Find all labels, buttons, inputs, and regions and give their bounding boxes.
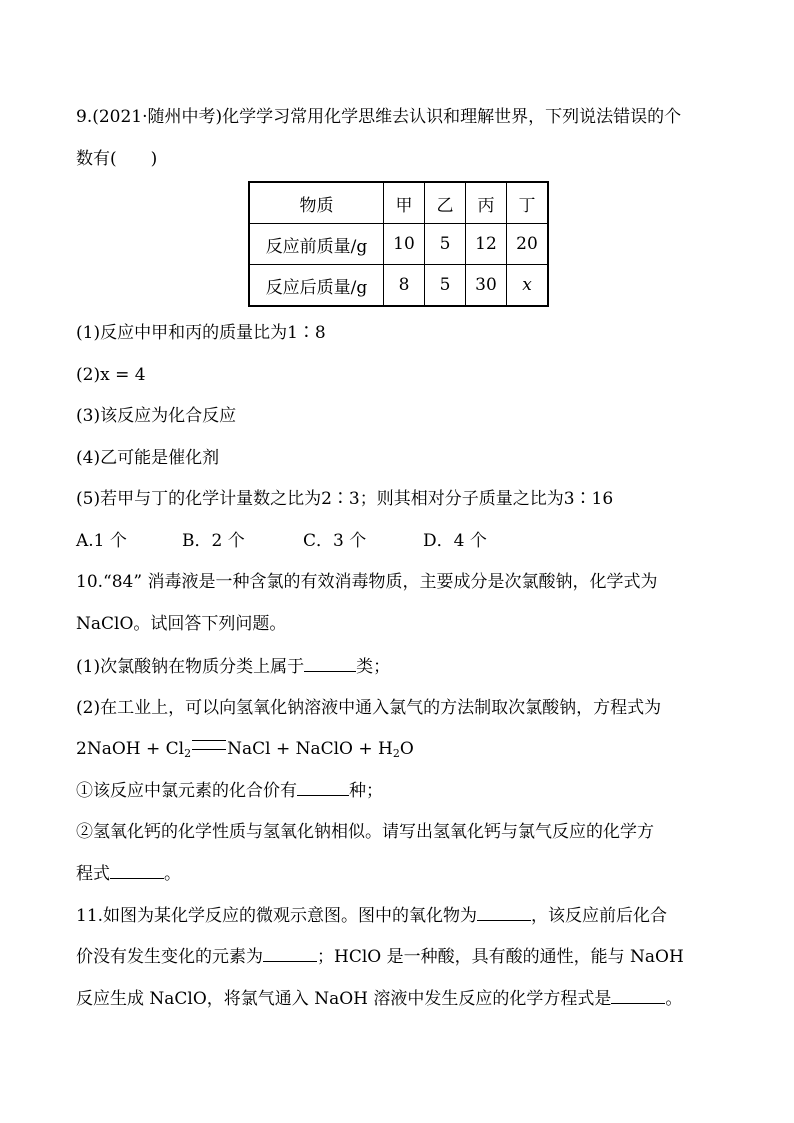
q10-part1-text: (1)次氯酸钠在物质分类上属于 — [76, 657, 305, 677]
q9-statement-3: (3)该反应为化合反应 — [76, 406, 237, 426]
table-cell: 10 — [384, 224, 425, 265]
q9-mass-table — [248, 181, 549, 307]
q10-stem-line2: NaClO。试回答下列问题。 — [76, 614, 287, 634]
q11-line3: 反应生成 NaClO，将氯气通入 NaOH 溶液中发生反应的化学方程式是 。 — [76, 989, 683, 1009]
q10-sub2-line2: 程式 。 — [76, 864, 181, 884]
answer-blank[interactable] — [263, 945, 317, 962]
answer-blank[interactable] — [611, 987, 665, 1004]
q9-statement-5: (5)若甲与丁的化学计量数之比为2∶3；则其相对分子质量之比为3∶16 — [76, 489, 614, 509]
answer-blank[interactable] — [297, 779, 349, 796]
chemical-equation: 2NaOH + $Cl_2$ NaCl + NaClO + $H_2O$ — [76, 739, 414, 760]
option-b[interactable]: B．2 个 — [182, 531, 245, 551]
table-cell: 12 — [466, 224, 507, 265]
q9-statement-1: (1)反应中甲和丙的质量比为1∶8 — [76, 323, 326, 343]
q9-statement-2: (2)x = 4 — [76, 365, 146, 385]
table-cell: x — [507, 265, 549, 307]
q10-sub2-line1: ②氢氧化钙的化学性质与氢氧化钠相似。请写出氢氧化钙与氯气反应的化学方 — [76, 822, 654, 842]
table-row — [249, 265, 548, 307]
table-header-cell: 丙 — [466, 182, 507, 224]
answer-blank[interactable] — [304, 655, 356, 672]
reaction-equals-sign — [192, 740, 226, 750]
table-header-row — [249, 182, 548, 224]
table-header-cell: 甲 — [384, 182, 425, 224]
table-cell: 30 — [466, 265, 507, 307]
q9-statement-4: (4)乙可能是催化剂 — [76, 448, 220, 468]
q10-stem-line1: 10.“84” 消毒液是一种含氯的有效消毒物质，主要成分是次氯酸钠，化学式为 — [76, 572, 658, 592]
q9-stem-line1: 9.(2021·随州中考)化学学习常用化学思维去认识和理解世界，下列说法错误的个 — [76, 107, 682, 127]
table-cell: 反应前质量/g — [249, 224, 384, 265]
q11-line2: 价没有发生变化的元素为 ；HClO 是一种酸，具有酸的通性，能与 NaOH — [76, 947, 684, 967]
q10-part1-suffix: 类； — [356, 657, 391, 677]
answer-blank[interactable] — [477, 904, 531, 921]
table-cell: 5 — [425, 224, 466, 265]
table-cell: 5 — [425, 265, 466, 307]
option-c[interactable]: C．3 个 — [303, 531, 367, 551]
q9-stem-line2: 数有( ) — [76, 149, 158, 169]
answer-blank[interactable] — [110, 862, 164, 879]
q9-options — [76, 530, 487, 552]
option-d[interactable]: D．4 个 — [423, 531, 487, 551]
table-header-cell: 丁 — [507, 182, 549, 224]
table-row — [249, 224, 548, 265]
q10-part2: (2)在工业上，可以向氢氧化钠溶液中通入氯气的方法制取次氯酸钠，方程式为 — [76, 698, 662, 718]
table-cell: 20 — [507, 224, 549, 265]
table-header-cell: 物质 — [249, 182, 384, 224]
option-a[interactable]: A.1 个 — [76, 531, 127, 551]
table-cell: 8 — [384, 265, 425, 307]
q10-sub1: ①该反应中氯元素的化合价有 种； — [76, 781, 383, 801]
table-cell: 反应后质量/g — [249, 265, 384, 307]
q10-part1 — [76, 655, 726, 678]
table-header-cell: 乙 — [425, 182, 466, 224]
q11-line1: 11.如图为某化学反应的微观示意图。图中的氧化物为 ，该反应前后化合 — [76, 906, 668, 926]
